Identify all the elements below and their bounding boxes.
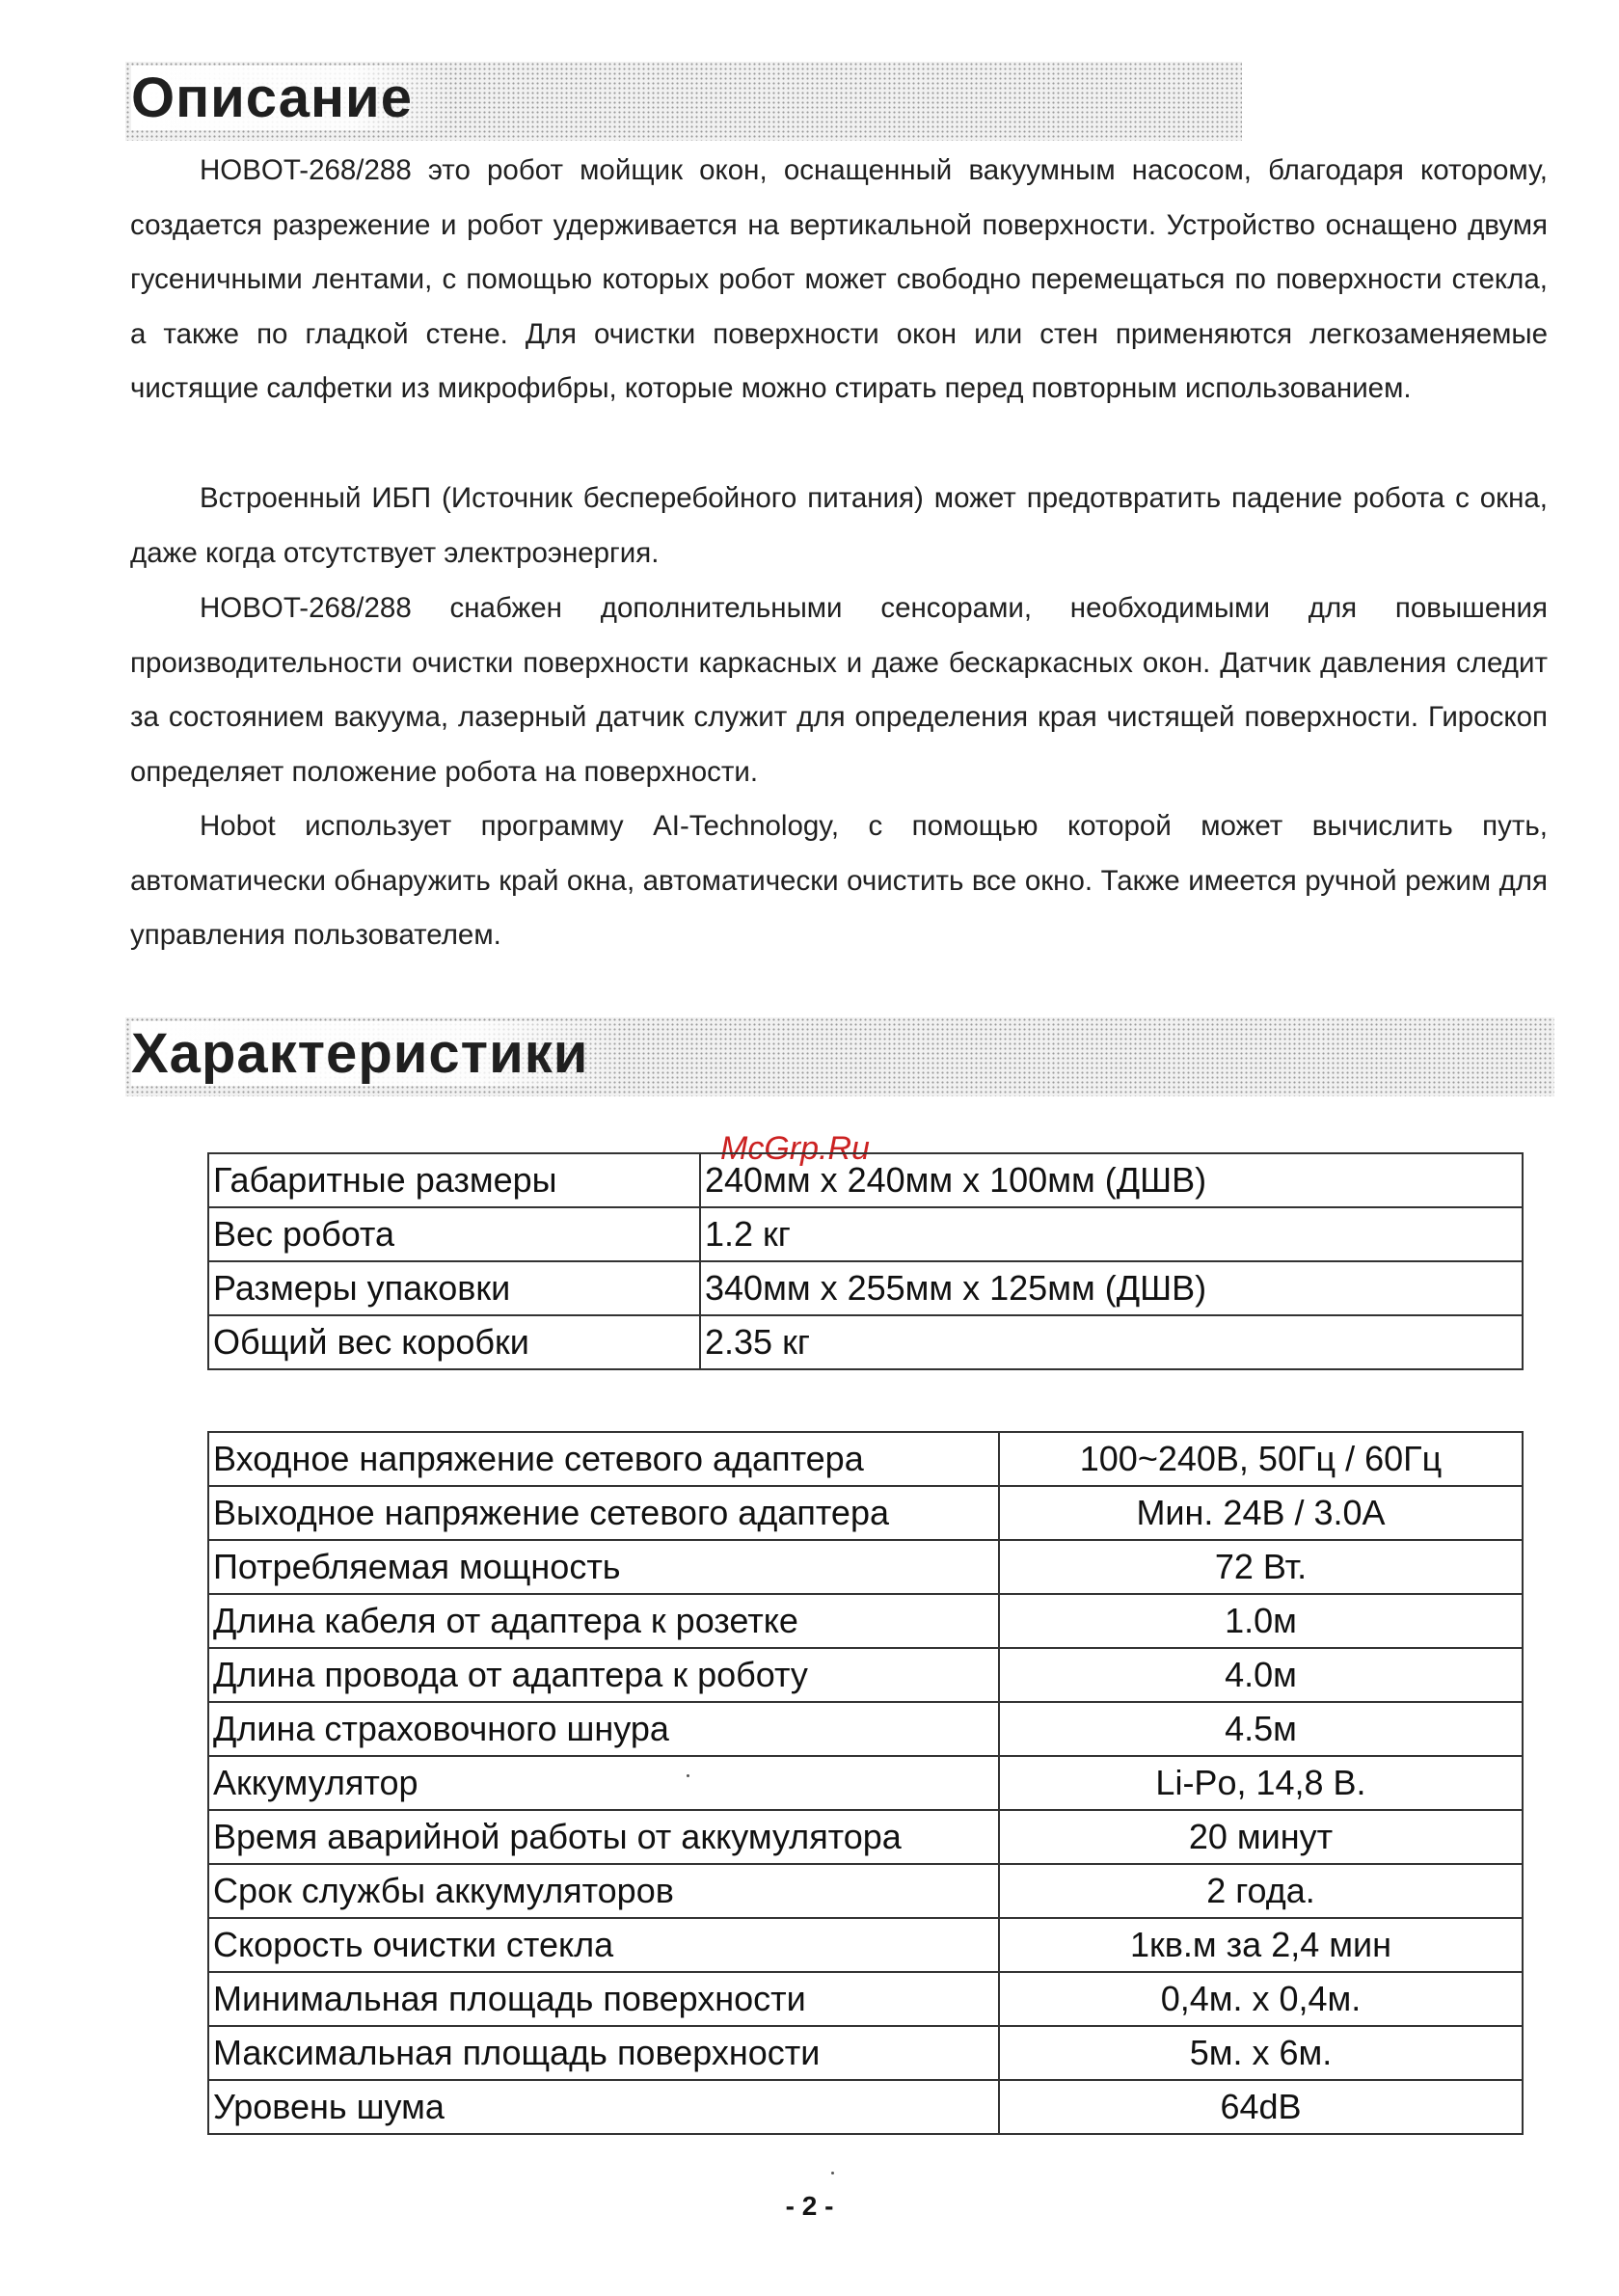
- table-row: [208, 1207, 1523, 1261]
- spec-value: 1.0м: [999, 1594, 1523, 1648]
- description-heading: Описание: [131, 66, 451, 130]
- table-row: [208, 1594, 1523, 1648]
- spec-value: Мин. 24В / 3.0А: [999, 1486, 1523, 1540]
- spec-label: Общий вес коробки: [208, 1315, 700, 1369]
- spec-value: 100~240В, 50Гц / 60Гц: [999, 1432, 1523, 1486]
- table-row: [208, 1315, 1523, 1369]
- spec-value: 1.2 кг: [700, 1207, 1523, 1261]
- spec-value: 240мм х 240мм х 100мм (ДШВ): [700, 1153, 1523, 1207]
- table-row: [208, 1486, 1523, 1540]
- table-row: [208, 1756, 1523, 1810]
- watermark: McGrp.Ru: [720, 1130, 870, 1167]
- table-row: [208, 1153, 1523, 1207]
- table-row: [208, 1432, 1523, 1486]
- electrical-specs-table: [207, 1431, 1524, 2135]
- description-header-band: [125, 62, 1242, 141]
- spec-label: Аккумулятор: [208, 1756, 999, 1810]
- spec-value: 1кв.м за 2,4 мин: [999, 1918, 1523, 1972]
- table-row: [208, 1540, 1523, 1594]
- spec-value: 20 минут: [999, 1810, 1523, 1864]
- spec-label: Габаритные размеры: [208, 1153, 700, 1207]
- spec-label: Уровень шума: [208, 2080, 999, 2134]
- spec-value: 2.35 кг: [700, 1315, 1523, 1369]
- spec-label: Длина провода от адаптера к роботу: [208, 1648, 999, 1702]
- description-paragraph-1: HOBOT-268/288 это робот мойщик окон, оснащенный вакуумным насосом, благодаря которому, создается разрежение и робот удерживается на вертикальной поверхности. Устройство оснащено двумя гусеничными лентами, с помощью которых робот может свободно перемещаться по поверхности стекла, а также по гладкой стене. Для очистки поверхности окон или стен применяются легкозаменяемые чистящие салфетки из микрофибры, которые можно стирать перед повторным использованием.: [130, 154, 1548, 404]
- table-row: [208, 1648, 1523, 1702]
- specs-header-band: [125, 1017, 1554, 1096]
- dimensions-table: [207, 1152, 1524, 1370]
- spec-label: Максимальная площадь поверхности: [208, 2026, 999, 2080]
- spec-value: 340мм х 255мм х 125мм (ДШВ): [700, 1261, 1523, 1315]
- spec-value: 72 Вт.: [999, 1540, 1523, 1594]
- page-number: - 2 -: [785, 2191, 834, 2221]
- spec-label: Минимальная площадь поверхности: [208, 1972, 999, 2026]
- spec-value: 2 года.: [999, 1864, 1523, 1918]
- spec-value: 64dB: [999, 2080, 1523, 2134]
- spec-value: 0,4м. х 0,4м.: [999, 1972, 1523, 2026]
- description-paragraph-4: Hobot использует программу AI-Technology, с помощью которой может вычислить путь, автоматически обнаружить край окна, автоматически очистить все окно. Также имеется ручной режим для управления пользователем.: [130, 810, 1548, 951]
- scan-dot: [831, 2172, 834, 2174]
- spec-label: Входное напряжение сетевого адаптера: [208, 1432, 999, 1486]
- table-row: [208, 1702, 1523, 1756]
- table-row: [208, 1261, 1523, 1315]
- spec-value: Li-Po, 14,8 В.: [999, 1756, 1523, 1810]
- specs-heading: Характеристики: [131, 1021, 627, 1086]
- scan-dot: [687, 1774, 689, 1777]
- spec-label: Выходное напряжение сетевого адаптера: [208, 1486, 999, 1540]
- spec-label: Срок службы аккумуляторов: [208, 1864, 999, 1918]
- spec-label: Вес робота: [208, 1207, 700, 1261]
- table-row: [208, 2026, 1523, 2080]
- table-row: [208, 2080, 1523, 2134]
- table-row: [208, 1918, 1523, 1972]
- spec-label: Длина кабеля от адаптера к розетке: [208, 1594, 999, 1648]
- spec-label: Время аварийной работы от аккумулятора: [208, 1810, 999, 1864]
- spec-value: 4.0м: [999, 1648, 1523, 1702]
- spec-label: Размеры упаковки: [208, 1261, 700, 1315]
- spec-value: 4.5м: [999, 1702, 1523, 1756]
- table-row: [208, 1972, 1523, 2026]
- spec-value: 5м. х 6м.: [999, 2026, 1523, 2080]
- table-row: [208, 1810, 1523, 1864]
- spec-label: Длина страховочного шнура: [208, 1702, 999, 1756]
- description-paragraph-3: HOBOT-268/288 снабжен дополнительными сенсорами, необходимыми для повышения производительности очистки поверхности каркасных и даже бескаркасных окон. Датчик давления следит за состоянием вакуума, лазерный датчик служит для определения края чистящей поверхности. Гироскоп определяет положение робота на поверхности.: [130, 592, 1548, 788]
- table-row: [208, 1864, 1523, 1918]
- spec-label: Скорость очистки стекла: [208, 1918, 999, 1972]
- description-paragraph-2: Встроенный ИБП (Источник бесперебойного питания) может предотвратить падение робота с окна, даже когда отсутствует электроэнергия.: [130, 482, 1548, 569]
- spec-label: Потребляемая мощность: [208, 1540, 999, 1594]
